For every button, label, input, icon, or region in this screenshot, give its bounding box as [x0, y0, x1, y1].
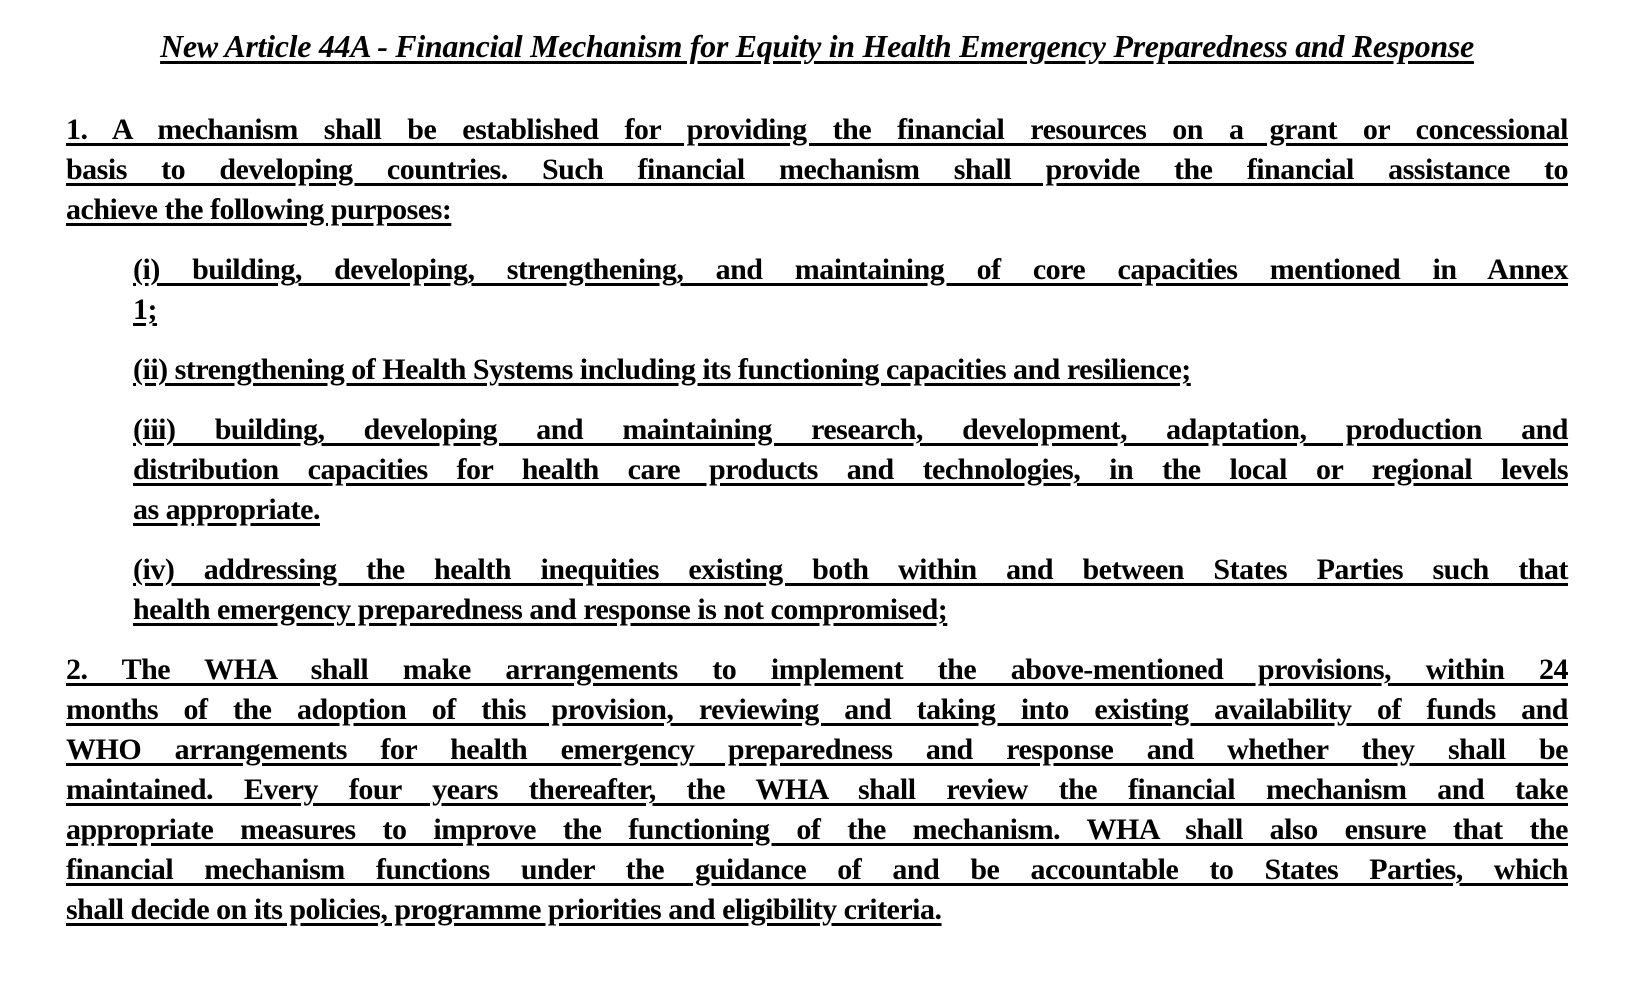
subitem-iii-line-3: as appropriate. — [133, 493, 320, 526]
paragraph-1 — [66, 110, 1568, 230]
subitem-ii-line-1: (ii) strengthening of Health Systems including its functioning capacities and resilience; — [133, 353, 1191, 386]
paragraph-2-line-3: WHO arrangements for health emergency preparedness and response and whether they shall be — [66, 733, 1568, 766]
paragraph-2-line-7: shall decide on its policies, programme priorities and eligibility criteria. — [66, 893, 942, 926]
paragraph-2-line-1: 2. The WHA shall make arrangements to implement the above-mentioned provisions, within 24 — [66, 653, 1568, 686]
paragraph-1-line-3: achieve the following purposes: — [66, 193, 452, 226]
paragraph-2-line-5: appropriate measures to improve the functioning of the mechanism. WHA shall also ensure that the — [66, 813, 1568, 846]
subitem-iii — [133, 410, 1568, 530]
subitem-iv-line-1: (iv) addressing the health inequities existing both within and between States Parties such that — [133, 553, 1568, 586]
subitem-iii-line-1: (iii) building, developing and maintaining research, development, adaptation, production and — [133, 413, 1568, 446]
subitem-iv — [133, 550, 1568, 630]
subitem-i-line-2: 1; — [133, 293, 157, 326]
subitem-ii — [133, 350, 1568, 390]
paragraph-2 — [66, 650, 1568, 930]
paragraph-2-line-4: maintained. Every four years thereafter, the WHA shall review the financial mechanism and take — [66, 773, 1568, 806]
paragraph-1-line-2: basis to developing countries. Such financial mechanism shall provide the financial assistance to — [66, 153, 1568, 186]
paragraph-1-line-1: 1. A mechanism shall be established for providing the financial resources on a grant or concessional — [66, 113, 1568, 146]
subitem-iv-line-2: health emergency preparedness and response is not compromised; — [133, 593, 948, 626]
subitem-i — [133, 250, 1568, 330]
subitem-i-line-1: (i) building, developing, strengthening, and maintaining of core capacities mentioned in Annex — [133, 253, 1568, 286]
paragraph-2-line-6: financial mechanism functions under the guidance of and be accountable to States Parties, which — [66, 853, 1568, 886]
article-title: New Article 44A - Financial Mechanism for Equity in Health Emergency Preparedness and Response — [160, 28, 1474, 64]
subitem-iii-line-2: distribution capacities for health care products and technologies, in the local or regional levels — [133, 453, 1568, 486]
paragraph-2-line-2: months of the adoption of this provision, reviewing and taking into existing availability of funds and — [66, 693, 1568, 726]
